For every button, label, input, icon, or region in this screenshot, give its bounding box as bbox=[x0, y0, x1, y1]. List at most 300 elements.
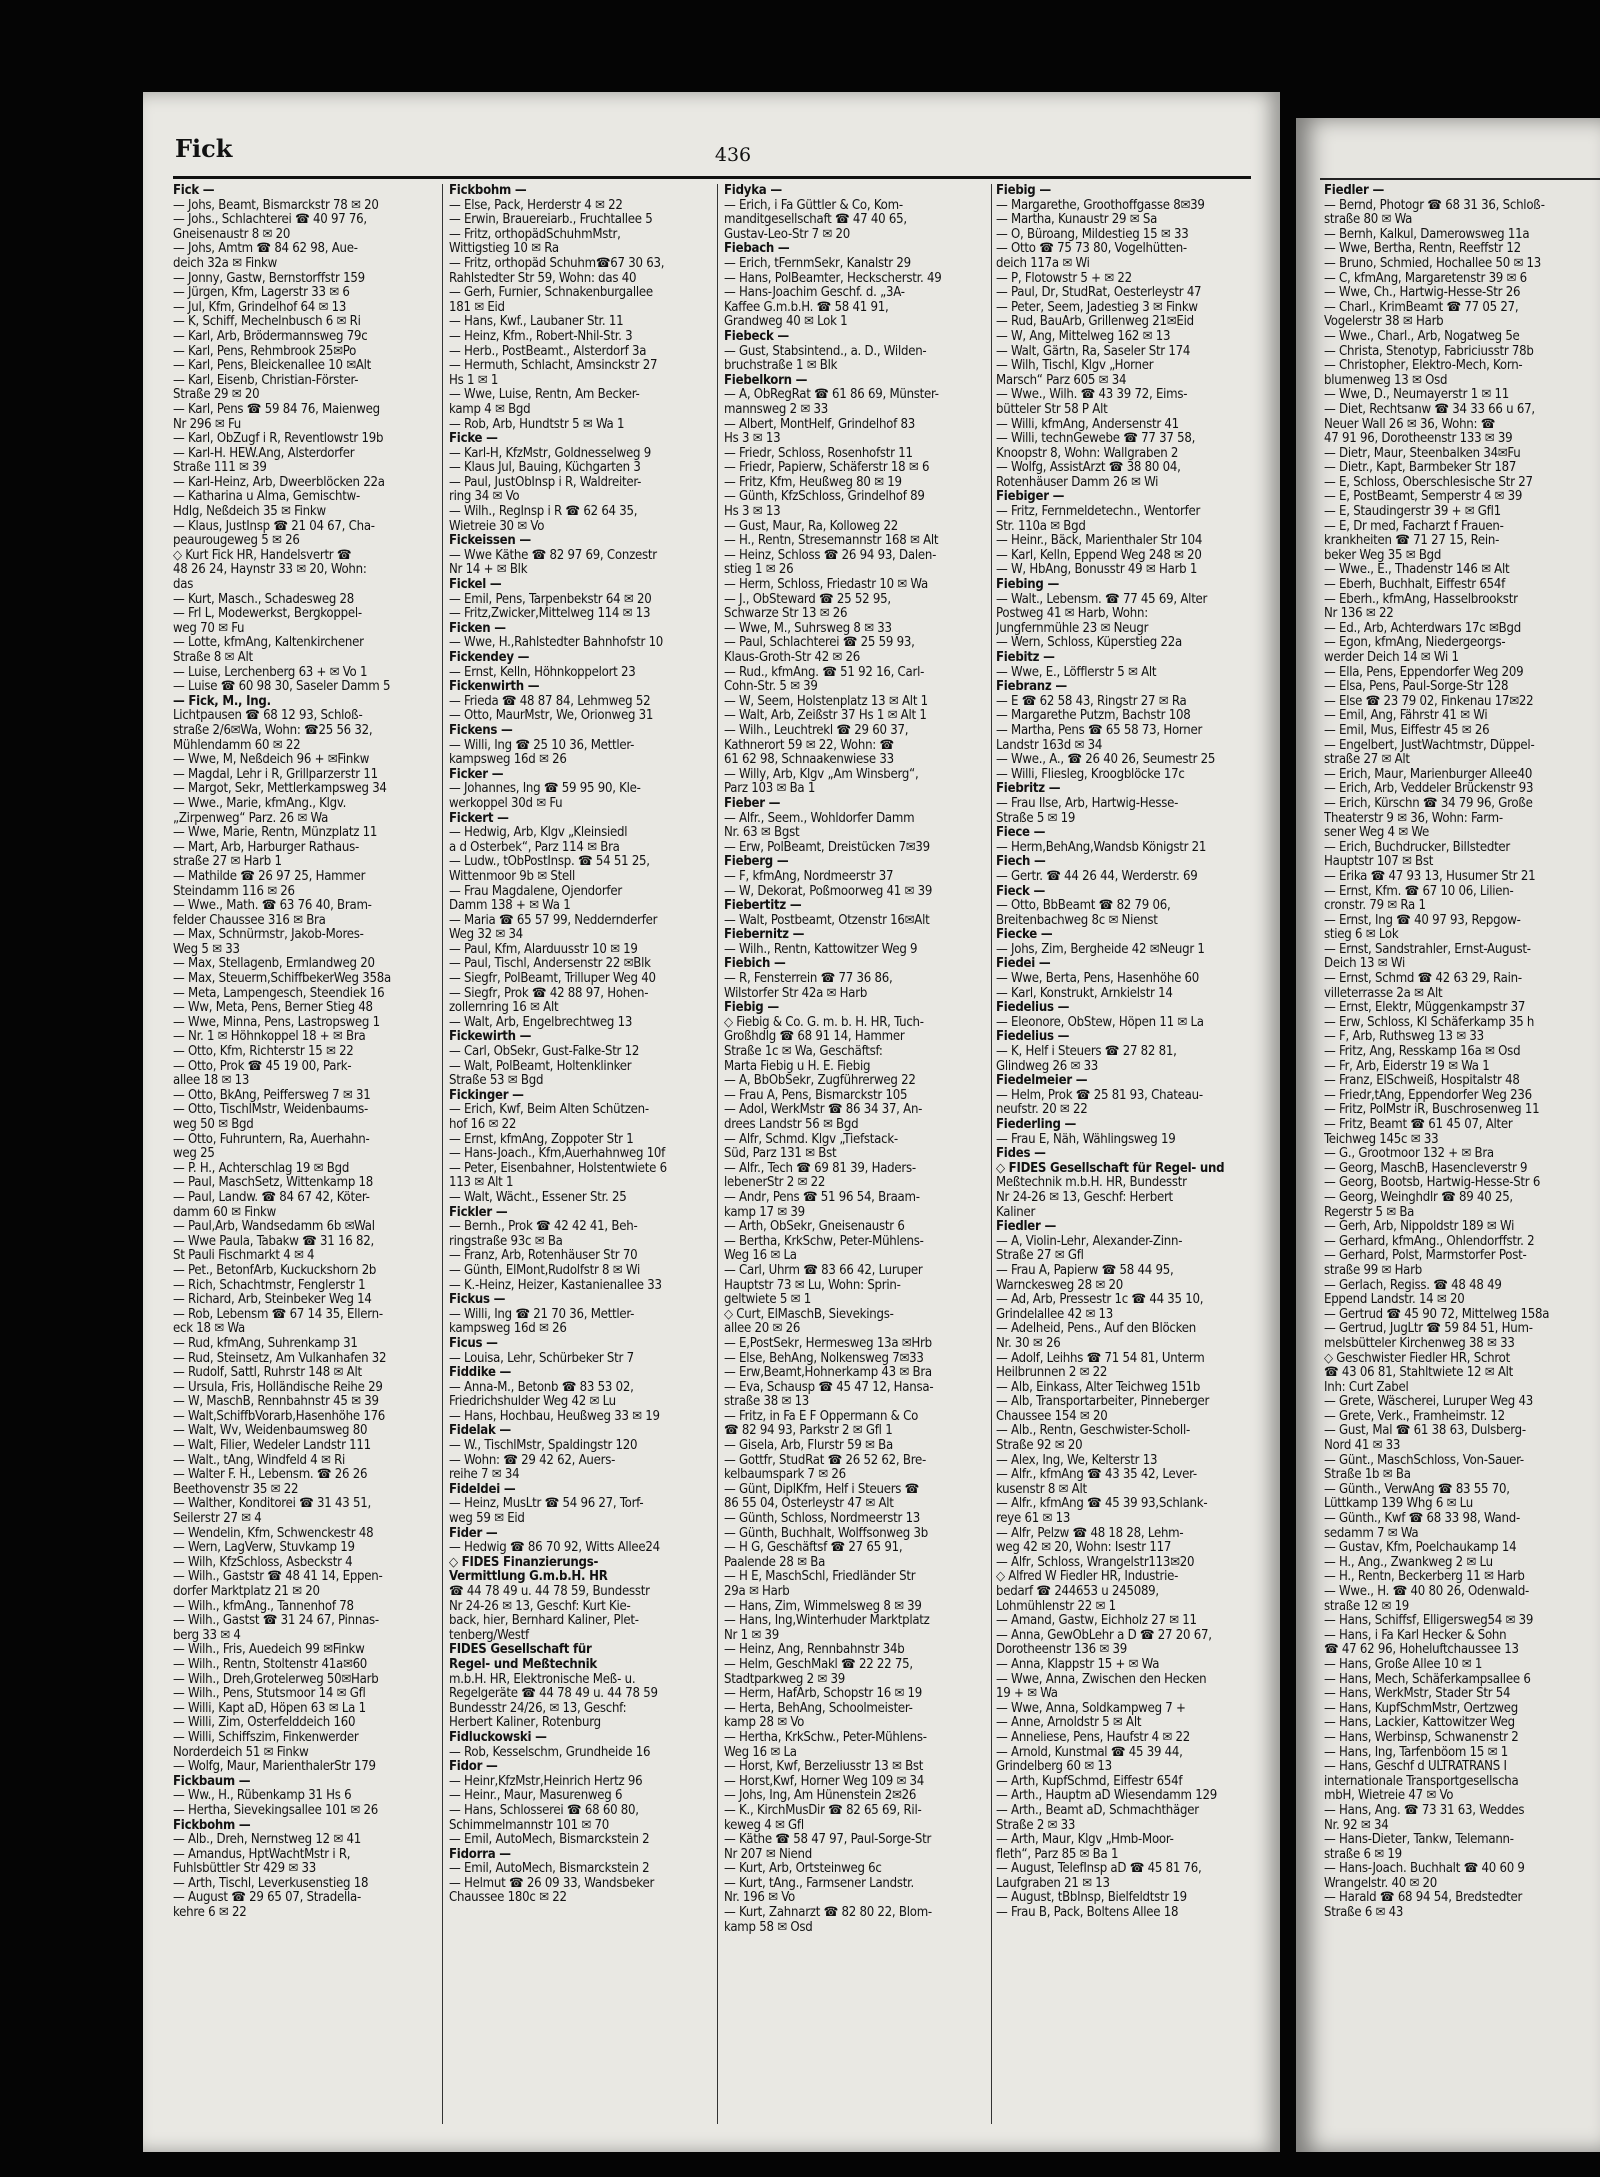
directory-entry: Laufgraben 21 ✉ 13 bbox=[996, 1876, 1110, 1891]
directory-entry: — Karl-H, KfzMstr, Goldnesselweg 9 bbox=[449, 446, 651, 461]
directory-entry: weg 25 bbox=[173, 1147, 215, 1162]
directory-entry: — Ludw., tObPostInsp. ☎ 54 51 25, bbox=[449, 855, 650, 870]
directory-entry: — Pet., BetonfArb, Kuckuckshorn 2b bbox=[173, 1263, 377, 1278]
directory-entry: — Willi, technGewebe ☎ 77 37 58, bbox=[996, 432, 1196, 447]
directory-entry: kamp 17 ✉ 39 bbox=[724, 1205, 805, 1220]
directory-entry: Wittenmoor 9b ✉ Stell bbox=[449, 869, 576, 884]
column-2 bbox=[449, 184, 711, 1906]
directory-entry: — Fritz, in Fa E F Oppermann & Co bbox=[724, 1409, 919, 1424]
column-3 bbox=[724, 184, 986, 1935]
directory-entry: straße 99 ✉ Harb bbox=[1324, 1263, 1422, 1278]
directory-entry: — Willi, Kapt aD, Höpen 63 ✉ La 1 bbox=[173, 1701, 366, 1716]
directory-entry: ring 34 ✉ Vo bbox=[449, 490, 520, 505]
directory-entry: Fickinger — bbox=[449, 1088, 524, 1103]
directory-entry: Fiebich — bbox=[724, 957, 786, 972]
directory-entry: Hs 3 ✉ 13 bbox=[724, 505, 781, 520]
directory-entry: stieg 1 ✉ 26 bbox=[724, 563, 794, 578]
directory-entry: — Fick, M., Ing. bbox=[173, 694, 271, 709]
directory-entry: — Kurt, tAng., Farmsener Landstr. bbox=[724, 1876, 915, 1891]
directory-entry: — Karl, Eisenb, Christian-Förster- bbox=[173, 373, 359, 388]
directory-entry: — Rud, kfmAng, Suhrenkamp 31 bbox=[173, 1336, 358, 1351]
directory-entry: — Wwe, Berta, Pens, Hasenhöhe 60 bbox=[996, 972, 1200, 987]
directory-entry: — Karl-H. HEW.Ang, Alsterdorfer bbox=[173, 446, 355, 461]
column-divider bbox=[442, 184, 443, 2124]
directory-entry: m.b.H. HR, Elektronische Meß- u. bbox=[449, 1672, 636, 1687]
directory-entry: — Wwe, H.,Rahlstedter Bahnhofstr 10 bbox=[449, 636, 664, 651]
directory-entry: Fickler — bbox=[449, 1205, 508, 1220]
directory-entry: Hdlg, Neßdeich 35 ✉ Finkw bbox=[173, 505, 326, 520]
directory-entry: — Frau Ilse, Arb, Hartwig-Hesse- bbox=[996, 796, 1179, 811]
directory-entry: 86 55 04, Osterleystr 47 ✉ Alt bbox=[724, 1497, 894, 1512]
directory-entry: — Otto ☎ 75 73 80, Vogelhütten- bbox=[996, 242, 1187, 257]
directory-entry: Nr 24-26 ✉ 13, Geschf: Herbert bbox=[996, 1190, 1173, 1205]
directory-entry: — Willi, Ing ☎ 21 70 36, Mettler- bbox=[449, 1307, 635, 1322]
directory-entry: Fickewirth — bbox=[449, 1030, 532, 1045]
directory-entry: Lohmühlenstr 22 ✉ 1 bbox=[996, 1599, 1116, 1614]
directory-entry: — Hertha, Sievekingsallee 101 ✉ 26 bbox=[173, 1803, 378, 1818]
directory-entry: straße 38 ✉ 13 bbox=[724, 1395, 810, 1410]
directory-entry: — Max, Schnürmstr, Jakob-Mores- bbox=[173, 928, 364, 943]
directory-entry: — Margarethe, Groothoffgasse 8✉39 bbox=[996, 198, 1205, 213]
directory-entry: mbH, Wietreie 47 ✉ Vo bbox=[1324, 1789, 1454, 1804]
directory-entry: deich 32a ✉ Finkw bbox=[173, 256, 278, 271]
directory-entry: — Helmut ☎ 26 09 33, Wandsbeker bbox=[449, 1876, 655, 1891]
directory-entry: — Rud, BauArb, Grillenweg 21✉Eid bbox=[996, 315, 1194, 330]
column-4 bbox=[996, 184, 1258, 1921]
directory-entry: Nr 1 ✉ 39 bbox=[724, 1628, 779, 1643]
directory-entry: — Herb., PostBeamt., Alsterdorf 3a bbox=[449, 344, 647, 359]
directory-entry: — Alb., Dreh, Nernstweg 12 ✉ 41 bbox=[173, 1833, 361, 1848]
directory-entry: Vermittlung G.m.b.H. HR bbox=[449, 1570, 608, 1585]
directory-entry: — Peter, Eisenbahner, Holstentwiete 6 bbox=[449, 1161, 667, 1176]
directory-entry: — Hans, Ing,Winterhuder Marktplatz bbox=[724, 1614, 930, 1629]
directory-entry: villeterrasse 2a ✉ Alt bbox=[1324, 986, 1443, 1001]
directory-entry: — Erw,Beamt,Hohnerkamp 43 ✉ Bra bbox=[724, 1366, 932, 1381]
directory-entry: Parz 103 ✉ Ba 1 bbox=[724, 782, 816, 797]
directory-entry: Straße 27 ✉ Gfl bbox=[996, 1249, 1084, 1264]
directory-entry: — Eberh, Buchhalt, Eiffestr 654f bbox=[1324, 578, 1506, 593]
directory-entry: — Ernst, Kelln, Höhnkoppelort 23 bbox=[449, 665, 636, 680]
directory-entry: — H E, MaschSchl, Friedländer Str bbox=[724, 1570, 916, 1585]
directory-entry: Regelgeräte ☎ 44 78 49 u. 44 78 59 bbox=[449, 1687, 658, 1702]
directory-entry: hof 16 ✉ 22 bbox=[449, 1118, 517, 1132]
directory-entry: — Frau B, Pack, Boltens Allee 18 bbox=[996, 1906, 1179, 1921]
directory-entry: — Klaus, JustInsp ☎ 21 04 67, Cha- bbox=[173, 519, 375, 534]
directory-entry: — Wolfg, AssistArzt ☎ 38 80 04, bbox=[996, 461, 1181, 476]
directory-entry: Straße 5 ✉ 19 bbox=[996, 811, 1076, 826]
directory-entry: — Wilh., Gaststr ☎ 48 41 14, Eppen- bbox=[173, 1570, 383, 1585]
directory-entry: — Martha, Pens ☎ 65 58 73, Horner bbox=[996, 723, 1203, 738]
directory-entry: — Ed., Arb, Achterdwars 17c ✉Bgd bbox=[1324, 621, 1521, 636]
directory-entry: — Bruno, Schmied, Hochallee 50 ✉ 13 bbox=[1324, 256, 1542, 271]
directory-entry: — Günth, KfzSchloss, Grindelhof 89 bbox=[724, 490, 925, 505]
directory-entry: — H., Ang., Zwankweg 2 ✉ Lu bbox=[1324, 1555, 1493, 1570]
directory-entry: — Wwe, Bertha, Rentn, Reeffstr 12 bbox=[1324, 242, 1521, 257]
directory-entry: „Zirpenweg“ Parz. 26 ✉ Wa bbox=[173, 811, 329, 826]
directory-entry: — Diet, Rechtsanw ☎ 34 33 66 u 67, bbox=[1324, 402, 1535, 417]
directory-entry: Fiebitz — bbox=[996, 651, 1055, 665]
directory-entry: ◇ Fiebig & Co. G. m. b. H. HR, Tuch- bbox=[724, 1015, 924, 1030]
directory-entry: — Paul, MaschSetz, Wittenkamp 18 bbox=[173, 1176, 374, 1191]
directory-entry: — Siegfr, PolBeamt, Trilluper Weg 40 bbox=[449, 972, 656, 987]
directory-entry: — Eva, Schausp ☎ 45 47 12, Hansa- bbox=[724, 1380, 934, 1395]
directory-entry: — Anna-M., Betonb ☎ 83 53 02, bbox=[449, 1380, 634, 1395]
directory-entry: — P, Flotowstr 5 + ✉ 22 bbox=[996, 271, 1132, 286]
directory-entry: — Wwe, Ch., Hartwig-Hesse-Str 26 bbox=[1324, 286, 1521, 301]
directory-entry: Schimmelmannstr 101 ✉ 70 bbox=[449, 1818, 609, 1833]
directory-entry: — Ursula, Fris, Holländische Reihe 29 bbox=[173, 1380, 383, 1395]
directory-entry: — Frau A, Pens, Bismarckstr 105 bbox=[724, 1088, 908, 1103]
directory-entry: ◇ Geschwister Fiedler HR, Schrot bbox=[1324, 1351, 1511, 1366]
directory-entry: — Siegfr, Prok ☎ 42 88 97, Hohen- bbox=[449, 986, 649, 1001]
directory-entry: — Erich, Maur, Marienburger Allee40 bbox=[1324, 767, 1533, 782]
directory-entry: — W, Seem, Holstenplatz 13 ✉ Alt 1 bbox=[724, 694, 928, 709]
directory-entry: — E,PostSekr, Hermesweg 13a ✉Hrb bbox=[724, 1336, 932, 1351]
directory-entry: straße 27 ✉ Harb 1 bbox=[173, 855, 282, 870]
directory-entry: — Wilh., Gastst ☎ 31 24 67, Pinnas- bbox=[173, 1614, 379, 1629]
directory-entry: — Kurt, Arb, Ortsteinweg 6c bbox=[724, 1862, 882, 1877]
directory-entry: Neuer Wall 26 ✉ 36, Wohn: ☎ bbox=[1324, 417, 1496, 432]
directory-entry: straße 2/6✉Wa, Wohn: ☎25 56 32, bbox=[173, 723, 373, 738]
directory-entry: — Kurt, Masch., Schadesweg 28 bbox=[173, 592, 355, 607]
directory-entry: — Walt., tAng, Windfeld 4 ✉ Ri bbox=[173, 1453, 346, 1468]
directory-entry: Meßtechnik m.b.H. HR, Bundesstr bbox=[996, 1176, 1187, 1191]
directory-entry: — Bertha, KrkSchw, Peter-Mühlens- bbox=[724, 1234, 924, 1249]
directory-entry: — Charl., KrimBeamt ☎ 77 05 27, bbox=[1324, 300, 1519, 315]
directory-entry: — Günth, Schloss, Nordmeerstr 13 bbox=[724, 1512, 921, 1527]
directory-entry: stieg 6 ✉ Lok bbox=[1324, 928, 1399, 943]
directory-entry: — Paul, Landw. ☎ 84 67 42, Köter- bbox=[173, 1190, 370, 1205]
directory-entry: Fiebranz — bbox=[996, 680, 1067, 695]
directory-entry: — Wwe, E., Löfflerstr 5 ✉ Alt bbox=[996, 665, 1157, 680]
directory-entry: weg 50 ✉ Bgd bbox=[173, 1118, 254, 1132]
directory-entry: reye 61 ✉ 13 bbox=[996, 1512, 1071, 1527]
directory-entry: — Fritz, orthopäd Schuhm☎67 30 63, bbox=[449, 256, 665, 271]
directory-entry: — Elsa, Pens, Paul-Sorge-Str 128 bbox=[1324, 680, 1509, 695]
directory-entry: — Dietr., Kapt, Barmbeker Str 187 bbox=[1324, 461, 1517, 476]
directory-entry: dorfer Marktplatz 21 ✉ 20 bbox=[173, 1585, 320, 1599]
directory-entry: Rahlstedter Str 59, Wohn: das 40 bbox=[449, 271, 637, 286]
directory-entry: ☎ 47 62 96, Hoheluftchaussee 13 bbox=[1324, 1643, 1519, 1658]
directory-entry: — Hans, i Fa Karl Hecker & Sohn bbox=[1324, 1628, 1507, 1643]
directory-entry: Fideldei — bbox=[449, 1482, 516, 1497]
column-divider bbox=[717, 184, 718, 2124]
directory-entry: — Heinz, Schloss ☎ 26 94 93, Dalen- bbox=[724, 548, 937, 563]
directory-entry: Fides — bbox=[996, 1147, 1046, 1162]
directory-entry: Postweg 41 ✉ Harb, Wohn: bbox=[996, 607, 1148, 622]
directory-entry: Landstr 163d ✉ 34 bbox=[996, 738, 1103, 753]
directory-entry: — Wern, LagVerw, Stuvkamp 19 bbox=[173, 1541, 355, 1556]
directory-entry: — Alb., Rentn, Geschwister-Scholl- bbox=[996, 1424, 1190, 1439]
directory-entry: — Karl, Pens ☎ 59 84 76, Maienweg bbox=[173, 402, 380, 417]
directory-entry: ringstraße 93c ✉ Ba bbox=[449, 1234, 563, 1249]
directory-entry: — Walt, Postbeamt, Otzenstr 16✉Alt bbox=[724, 913, 930, 928]
directory-entry: — Otto, Kfm, Richterstr 15 ✉ 22 bbox=[173, 1045, 354, 1060]
directory-entry: Ficke — bbox=[449, 432, 498, 447]
directory-entry: eck 18 ✉ Wa bbox=[173, 1322, 245, 1337]
directory-entry: — Paul, Kfm, Alarduusstr 10 ✉ 19 bbox=[449, 942, 638, 957]
directory-entry: Fiebeck — bbox=[724, 329, 789, 344]
directory-entry: — Herm,BehAng,Wandsb Königstr 21 bbox=[996, 840, 1207, 855]
directory-entry: Ficken — bbox=[449, 621, 506, 636]
directory-entry: — Walter F. H., Lebensm. ☎ 26 26 bbox=[173, 1468, 368, 1483]
directory-entry: — Walt., Lebensm. ☎ 77 45 69, Alter bbox=[996, 592, 1208, 607]
directory-entry: Fickus — bbox=[449, 1293, 506, 1308]
directory-entry: — E, Schloss, Oberschlesische Str 27 bbox=[1324, 475, 1533, 490]
directory-entry: — Egon, kfmAng, Niedergeorgs- bbox=[1324, 636, 1506, 651]
directory-entry: — Heinz, Ang, Rennbahnstr 34b bbox=[724, 1643, 905, 1658]
directory-entry: straße 80 ✉ Wa bbox=[1324, 213, 1413, 228]
directory-entry: Chaussee 180c ✉ 22 bbox=[449, 1891, 567, 1906]
directory-entry: — Martha, Kunaustr 29 ✉ Sa bbox=[996, 213, 1158, 228]
directory-entry: — Gertrud, JugLtr ☎ 59 84 51, Hum- bbox=[1324, 1322, 1533, 1337]
directory-entry: — K.-Heinz, Heizer, Kastanienallee 33 bbox=[449, 1278, 662, 1293]
directory-entry: — Wilh., Dreh,Grotelerweg 50✉Harb bbox=[173, 1672, 379, 1687]
directory-entry: — H G, Geschäftsf ☎ 27 65 91, bbox=[724, 1541, 903, 1556]
directory-entry: — Heinr., Bäck, Marienthaler Str 104 bbox=[996, 534, 1203, 549]
directory-entry: Fickendey — bbox=[449, 651, 530, 665]
directory-entry: Str. 110a ✉ Bgd bbox=[996, 519, 1086, 534]
directory-entry: Friedrichshulder Weg 42 ✉ Lu bbox=[449, 1395, 616, 1410]
directory-entry: Fidorra — bbox=[449, 1847, 511, 1862]
directory-entry: — Hans, Hochbau, Heußweg 33 ✉ 19 bbox=[449, 1409, 660, 1424]
directory-entry: — Ernst, Kfm. ☎ 67 10 06, Lilien- bbox=[1324, 884, 1514, 899]
directory-entry: Heilbrunnen 2 ✉ 22 bbox=[996, 1366, 1108, 1381]
directory-entry: — Hans, Werbinsp, Schwanenstr 2 bbox=[1324, 1730, 1519, 1745]
directory-entry: Nr 207 ✉ Niend bbox=[724, 1847, 813, 1862]
directory-entry: — Wwe, Anna, Zwischen den Hecken bbox=[996, 1672, 1207, 1687]
directory-entry: — Wern, Schloss, Küperstieg 22a bbox=[996, 636, 1182, 651]
directory-entry: Mühlendamm 60 ✉ 22 bbox=[173, 738, 301, 753]
directory-entry: — E, Dr med, Facharzt f Frauen- bbox=[1324, 519, 1504, 534]
directory-entry: — W, MaschB, Rennbahnstr 45 ✉ 39 bbox=[173, 1395, 379, 1410]
directory-entry: beker Weg 35 ✉ Bgd bbox=[1324, 548, 1442, 563]
directory-entry: damm 60 ✉ Finkw bbox=[173, 1205, 277, 1220]
directory-entry: — Johannes, Ing ☎ 59 95 90, Kle- bbox=[449, 782, 641, 797]
directory-entry: — Heinr,KfzMstr,Heinrich Hertz 96 bbox=[449, 1774, 643, 1789]
directory-entry: — C, kfmAng, Margaretenstr 39 ✉ 6 bbox=[1324, 271, 1527, 286]
directory-entry: — Fritz, orthopädSchuhmMstr, bbox=[449, 227, 621, 242]
directory-entry: — Johs, Zim, Bergheide 42 ✉Neugr 1 bbox=[996, 942, 1205, 957]
directory-entry: — Alfr., Tech ☎ 69 81 39, Haders- bbox=[724, 1161, 916, 1176]
directory-entry: — Friedr, Schloss, Rosenhofstr 11 bbox=[724, 446, 913, 461]
directory-entry: Hs 3 ✉ 13 bbox=[724, 432, 781, 447]
directory-entry: Glindweg 26 ✉ 33 bbox=[996, 1059, 1099, 1074]
directory-entry: — A, Violin-Lehr, Alexander-Zinn- bbox=[996, 1234, 1183, 1249]
directory-entry: Steindamm 116 ✉ 26 bbox=[173, 884, 295, 899]
directory-entry: Vogelerstr 38 ✉ Harb bbox=[1324, 315, 1444, 330]
directory-entry: — Ww., H., Rübenkamp 31 Hs 6 bbox=[173, 1789, 352, 1804]
directory-entry: — Willi, Fliesleg, Kroogblöcke 17c bbox=[996, 767, 1185, 782]
directory-entry: Nr 136 ✉ 22 bbox=[1324, 607, 1394, 622]
directory-entry: — Georg, Bootsb, Hartwig-Hesse-Str 6 bbox=[1324, 1176, 1541, 1191]
directory-entry: — Maria ☎ 65 57 99, Neddernderfer bbox=[449, 913, 658, 928]
directory-entry: — Walt, PolBeamt, Holtenklinker bbox=[449, 1059, 632, 1074]
directory-entry: — Jürgen, Kfm, Lagerstr 33 ✉ 6 bbox=[173, 286, 350, 301]
directory-entry: — Wilh, KfzSchloss, Asbeckstr 4 bbox=[173, 1555, 353, 1570]
directory-entry: — Karl, Pens, Rehmbrook 25✉Po bbox=[173, 344, 357, 359]
directory-entry: Lüttkamp 139 Whg 6 ✉ Lu bbox=[1324, 1497, 1473, 1512]
directory-entry: — Hans, WerkMstr, Stader Str 54 bbox=[1324, 1687, 1511, 1702]
directory-entry: Fickenwirth — bbox=[449, 680, 540, 695]
directory-entry: — W., TischlMstr, Spaldingstr 120 bbox=[449, 1439, 638, 1454]
directory-entry: Kaliner bbox=[996, 1205, 1036, 1220]
directory-entry: — Luise ☎ 60 98 30, Saseler Damm 5 bbox=[173, 680, 391, 695]
directory-entry: — Jul, Kfm, Grindelhof 64 ✉ 13 bbox=[173, 300, 347, 315]
directory-entry: — Jonny, Gastw, Bernstorffstr 159 bbox=[173, 271, 365, 286]
directory-entry: Kathnerort 59 ✉ 22, Wohn: ☎ bbox=[724, 738, 894, 753]
directory-entry: — Günth, Buchhalt, Wolffsonweg 3b bbox=[724, 1526, 928, 1541]
directory-entry: — Rob, Lebensm ☎ 67 14 35, Ellern- bbox=[173, 1307, 383, 1322]
directory-entry: — Hans, KupfSchmMstr, Oertzweg bbox=[1324, 1701, 1519, 1716]
directory-entry: — Wwe., H. ☎ 40 80 26, Odenwald- bbox=[1324, 1585, 1530, 1599]
directory-entry: — Hans-Joachim Geschf. d. „3A- bbox=[724, 286, 905, 301]
directory-entry: — Wilh., kfmAng., Tannenhof 78 bbox=[173, 1599, 354, 1614]
directory-entry: Marsch“ Parz 605 ✉ 34 bbox=[996, 373, 1127, 388]
directory-entry: Fidelak — bbox=[449, 1424, 511, 1439]
directory-entry: Straße 53 ✉ Bgd bbox=[449, 1074, 544, 1089]
directory-entry: back, hier, Bernhard Kaliner, Plet- bbox=[449, 1614, 639, 1629]
directory-entry: — Christa, Stenotyp, Fabriciusstr 78b bbox=[1324, 344, 1534, 359]
directory-entry: — Erwin, Brauereiarb., Fruchtallee 5 bbox=[449, 213, 653, 228]
directory-entry: Theaterstr 9 ✉ 36, Wohn: Farm- bbox=[1324, 811, 1503, 826]
directory-entry: — Christopher, Elektro-Mech, Korn- bbox=[1324, 359, 1523, 374]
directory-entry: Fickens — bbox=[449, 723, 513, 738]
directory-entry: — Meta, Lampengesch, Steendiek 16 bbox=[173, 986, 385, 1001]
directory-entry: — Hedwig, Arb, Klgv „Kleinsiedl bbox=[449, 826, 628, 841]
directory-entry: — Rud., kfmAng. ☎ 51 92 16, Carl- bbox=[724, 665, 925, 680]
directory-entry: — Wendelin, Kfm, Schwenckestr 48 bbox=[173, 1526, 374, 1541]
directory-entry: — G., Grootmoor 132 + ✉ Bra bbox=[1324, 1147, 1494, 1162]
directory-entry: Cohn-Str. 5 ✉ 39 bbox=[724, 680, 818, 695]
directory-entry: Regel- und Meßtechnik bbox=[449, 1657, 598, 1672]
directory-entry: 61 62 98, Schnaakenwiese 33 bbox=[724, 753, 894, 768]
directory-entry: neufstr. 20 ✉ 22 bbox=[996, 1103, 1088, 1118]
directory-entry: — Frieda ☎ 48 87 84, Lehmweg 52 bbox=[449, 694, 651, 709]
directory-entry: Fiebiger — bbox=[996, 490, 1065, 505]
directory-entry: — Walt, Gärtn, Ra, Saseler Str 174 bbox=[996, 344, 1191, 359]
directory-entry: weg 70 ✉ Fu bbox=[173, 621, 245, 636]
directory-entry: — Johs, Beamt, Bismarckstr 78 ✉ 20 bbox=[173, 198, 379, 213]
directory-entry: — Wolfg, Maur, MarienthalerStr 179 bbox=[173, 1760, 376, 1775]
directory-entry: — Willi, Ing ☎ 25 10 36, Mettler- bbox=[449, 738, 635, 753]
directory-entry: — Wilh., Pens, Stutsmoor 14 ✉ Gfl bbox=[173, 1687, 366, 1702]
directory-entry: Deich 13 ✉ Wi bbox=[1324, 957, 1406, 972]
directory-entry: bedarf ☎ 244653 u 245089, bbox=[996, 1585, 1159, 1599]
directory-entry: — E, Staudingerstr 39 + ✉ Gfl1 bbox=[1324, 505, 1501, 520]
directory-entry: — Carl, Uhrm ☎ 83 66 42, Luruper bbox=[724, 1263, 923, 1278]
directory-entry: Wittigstieg 10 ✉ Ra bbox=[449, 242, 559, 257]
directory-entry: — Günt., MaschSchloss, Von-Sauer- bbox=[1324, 1453, 1524, 1468]
directory-entry: Fickel — bbox=[449, 578, 502, 593]
directory-entry: Lichtpausen ☎ 68 12 93, Schloß- bbox=[173, 709, 363, 724]
directory-entry: — O, Büroang, Mildestieg 15 ✉ 33 bbox=[996, 227, 1189, 242]
directory-entry: Ficus — bbox=[449, 1336, 498, 1351]
directory-entry: Fiebig — bbox=[724, 1001, 779, 1016]
directory-entry: Süd, Parz 131 ✉ Bst bbox=[724, 1147, 837, 1162]
directory-entry: — Alfr, Schloss, Wrangelstr113✉20 bbox=[996, 1555, 1195, 1570]
directory-entry: — Bernh., Prok ☎ 42 42 41, Beh- bbox=[449, 1220, 638, 1235]
directory-entry: — Wwe., A., ☎ 26 40 26, Seumestr 25 bbox=[996, 753, 1216, 768]
directory-entry: Nr 14 + ✉ Blk bbox=[449, 563, 528, 578]
directory-entry: — Mart, Arb, Harburger Rathaus- bbox=[173, 840, 360, 855]
directory-entry: — Hans, Kwf., Laubaner Str. 11 bbox=[449, 315, 624, 330]
directory-entry: Fiebing — bbox=[996, 578, 1059, 593]
directory-entry: — Ella, Pens, Eppendorfer Weg 209 bbox=[1324, 665, 1524, 680]
directory-entry: — Georg, Weinghdlr ☎ 89 40 25, bbox=[1324, 1190, 1513, 1205]
directory-entry: — Karl, Pens, Bleickenallee 10 ✉Alt bbox=[173, 359, 372, 374]
directory-entry: — Wilh, Tischl, Klgv „Horner bbox=[996, 359, 1154, 374]
directory-entry: — H., Rentn, Stresemannstr 168 ✉ Alt bbox=[724, 534, 939, 549]
directory-entry: — Alfr., kfmAng ☎ 43 35 42, Lever- bbox=[996, 1468, 1197, 1483]
directory-entry: — Anna, Klappstr 15 + ✉ Wa bbox=[996, 1657, 1160, 1672]
directory-entry: Breitenbachweg 8c ✉ Nienst bbox=[996, 913, 1158, 928]
directory-entry: Fidyka — bbox=[724, 184, 782, 198]
directory-entry: — Paul, Tischl, Andersenstr 22 ✉Blk bbox=[449, 957, 651, 972]
directory-entry: Fiedelius — bbox=[996, 1030, 1070, 1045]
directory-entry: — Wwe, M, Neßdeich 96 + ✉Finkw bbox=[173, 753, 370, 768]
directory-entry: Fuhlsbüttler Str 429 ✉ 33 bbox=[173, 1862, 316, 1877]
directory-entry: ☎ 44 78 49 u. 44 78 59, Bundesstr bbox=[449, 1585, 650, 1599]
directory-entry: — Helm, GeschMakl ☎ 22 22 75, bbox=[724, 1657, 913, 1672]
directory-entry: — Alfr, Pelzw ☎ 48 18 28, Lehm- bbox=[996, 1526, 1184, 1541]
directory-entry: Stadtparkweg 2 ✉ 39 bbox=[724, 1672, 845, 1687]
directory-entry: — Wwe., E., Thadenstr 146 ✉ Alt bbox=[1324, 563, 1510, 578]
directory-entry: — Gerhard, Polst, Marmstorfer Post- bbox=[1324, 1249, 1527, 1264]
directory-entry: — Walt, Wächt., Essener Str. 25 bbox=[449, 1190, 627, 1205]
directory-entry: — Erich, i Fa Güttler & Co, Kom- bbox=[724, 198, 903, 213]
column-1 bbox=[173, 184, 435, 1921]
directory-entry: ☎ 43 06 81, Stahltwiete 12 ✉ Alt bbox=[1324, 1366, 1514, 1381]
directory-entry: — Herm, HafArb, Schopstr 16 ✉ 19 bbox=[724, 1687, 923, 1702]
page-number: 436 bbox=[714, 144, 752, 166]
directory-entry: — Grete, Verk., Framheimstr. 12 bbox=[1324, 1409, 1505, 1424]
directory-entry: FIDES Gesellschaft für bbox=[449, 1643, 592, 1658]
directory-entry: — Wwe, Anna, Soldkampweg 7 + bbox=[996, 1701, 1186, 1716]
directory-entry: kampsweg 16d ✉ 26 bbox=[449, 753, 567, 768]
directory-entry: — Fritz, Beamt ☎ 61 45 07, Alter bbox=[1324, 1118, 1513, 1132]
directory-entry: sedamm 7 ✉ Wa bbox=[1324, 1526, 1419, 1541]
directory-entry: — Hans, Schiffsf, Elligersweg54 ✉ 39 bbox=[1324, 1614, 1534, 1629]
directory-entry: — Emil, AutoMech, Bismarckstein 2 bbox=[449, 1833, 650, 1848]
directory-entry: felder Chaussee 316 ✉ Bra bbox=[173, 913, 326, 928]
directory-entry: cronstr. 79 ✉ Ra 1 bbox=[1324, 899, 1426, 914]
directory-entry: bütteler Str 58 P Alt bbox=[996, 402, 1108, 417]
directory-entry: Fiedelius — bbox=[996, 1001, 1070, 1016]
directory-entry: — Wwe., Math. ☎ 63 76 40, Bram- bbox=[173, 899, 372, 914]
directory-entry: — E, PostBeamt, Semperstr 4 ✉ 39 bbox=[1324, 490, 1523, 505]
directory-entry: — Walt, Filier, Wedeler Landstr 111 bbox=[173, 1439, 371, 1454]
directory-entry: — Wwe., Charl., Arb, Nogatweg 5e bbox=[1324, 329, 1520, 344]
directory-entry: zollernring 16 ✉ Alt bbox=[449, 1001, 559, 1016]
directory-entry: weg 42 ✉ 20, Wohn: Isestr 117 bbox=[996, 1541, 1172, 1556]
directory-entry: — Arth, Maur, Klgv „Hmb-Moor- bbox=[996, 1833, 1174, 1848]
directory-entry: — Anna, GewObLehr a D ☎ 27 20 67, bbox=[996, 1628, 1212, 1643]
directory-entry: — Walther, Konditorei ☎ 31 43 51, bbox=[173, 1497, 371, 1512]
directory-entry: — Hans, PolBeamter, Heckscherstr. 49 bbox=[724, 271, 942, 286]
directory-entry: Fieck — bbox=[996, 884, 1046, 899]
directory-entry: — F, kfmAng, Nordmeerstr 37 bbox=[724, 869, 894, 884]
directory-entry: — Harald ☎ 68 94 54, Bredstedter bbox=[1324, 1891, 1523, 1906]
directory-entry: — Fritz, Ang, Resskamp 16a ✉ Osd bbox=[1324, 1045, 1521, 1060]
directory-entry: Fieberg — bbox=[724, 855, 789, 870]
directory-entry: — Anneliese, Pens, Haufstr 4 ✉ 22 bbox=[996, 1730, 1191, 1745]
directory-entry: — Arth, Tischl, Leverkusenstieg 18 bbox=[173, 1876, 369, 1891]
directory-entry: Wilstorfer Str 42a ✉ Harb bbox=[724, 986, 868, 1001]
directory-entry: — Erich, Kürschn ☎ 34 79 96, Große bbox=[1324, 796, 1533, 811]
directory-entry: Ficker — bbox=[449, 767, 504, 782]
directory-entry: — Gertr. ☎ 44 26 44, Werderstr. 69 bbox=[996, 869, 1198, 884]
